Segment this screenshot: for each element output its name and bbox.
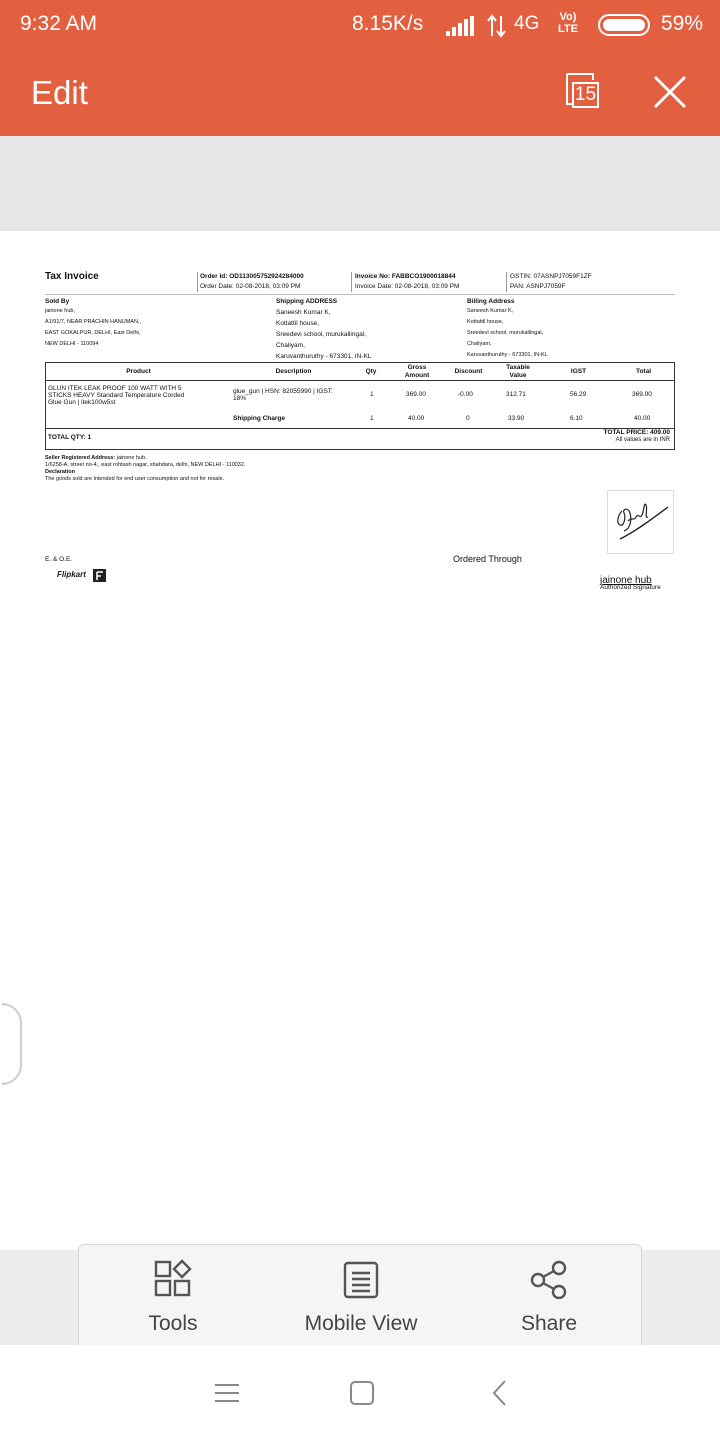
ordered-through: Ordered Through [453,554,522,564]
document-top-margin [0,136,720,231]
item-igst: 56.29 [570,391,587,398]
status-bar [0,0,720,52]
item-description-line: glue_gun | HSN: 82055990 | IGST: [233,388,333,395]
tools-button[interactable] [79,1245,267,1346]
mobile-view-button[interactable] [267,1245,455,1346]
column-header: Description [275,368,312,375]
item-qty: 1 [370,391,374,398]
item-description-line: 18% [233,395,247,402]
column-header: Discount [454,368,483,375]
tools-label: Tools [148,1312,198,1335]
bottom-toolbar [0,1250,720,1345]
item-product-line: Glue Gun | itek100w5st [48,399,116,406]
item-taxable: 312.71 [506,391,526,398]
home-nav-button[interactable] [347,1378,377,1408]
sold-by-line: A1/91/7, NEAR PRACHIN HANUMAN,, [45,319,141,325]
close-icon [652,74,688,110]
signature-image [607,490,674,554]
tools-icon [153,1259,193,1299]
shipping-charge-igst: 6.10 [570,415,583,422]
shipping-line: Sreedevi school, murukallingal, [276,331,366,338]
flipkart-logo-text: Flipkart [57,570,86,579]
sold-by-line: jainone hub, [45,308,75,314]
seller-reg-address-line: 1/6258-A, street no-4,, east rohtash nagar, shahdara, delhi, NEW DELHI - 110032. [45,462,246,468]
invoice-date: Invoice Date: 02-08-2018, 03:09 PM [355,283,460,290]
signature-name: jainone hub [600,575,652,586]
share-label: Share [520,1312,578,1335]
values-note: All values are in INR [615,437,670,443]
pan: PAN: ASNPJ7059F [510,283,566,290]
billing-heading: Billing Address [467,298,515,305]
invoice-title: Tax Invoice [45,271,99,282]
shipping-charge-qty: 1 [370,415,374,422]
status-time: 9:32 AM [20,12,98,35]
item-product-line: STICKS HEAVY Standard Temperature Corded [48,392,185,399]
system-nav-bar [0,1345,720,1440]
column-header: Taxable Value [506,364,530,379]
shipping-line: Karuvanthuruthy - 673301, IN-KL [276,353,372,360]
seller-reg-label: Seller Registered Address: [45,455,116,461]
page-title: Edit [31,74,88,111]
column-header: Total [635,368,652,375]
signal-icon [446,16,476,36]
seller-registered-address [45,455,147,462]
total-price: TOTAL PRICE: 409.00 [603,429,670,436]
seller-reg-name: jainone hub, [116,455,147,461]
network-type: 4G [514,13,540,34]
battery-icon [598,14,654,36]
column-header: IGST [570,368,587,375]
sold-by-heading: Sold By [45,298,70,305]
mobile-view-icon [341,1259,381,1299]
billing-line: Chaliyam, [467,341,492,347]
app-bar [0,52,720,136]
shipping-line: Chaliyam, [276,342,305,349]
eoe: E. & O.E. [45,556,73,563]
shipping-heading: Shipping ADDRESS [276,298,338,305]
status-net-speed: 8.15K/s [352,12,424,35]
menu-icon [212,1378,242,1408]
column-header: Product [126,368,151,375]
billing-line: Saneesh Kumar K, [467,308,514,314]
data-arrows-icon [486,14,508,38]
close-button[interactable] [652,74,688,110]
invoice-number: Invoice No: FABBCO1900018844 [355,273,456,280]
gstin: GSTIN: 07ASNPJ7059F1ZF [510,273,592,280]
billing-line: Sreedevi school, murukallingal, [467,330,544,336]
page-count-button[interactable] [565,72,601,110]
share-icon [529,1259,569,1299]
signature-icon [608,491,673,553]
document-viewer[interactable] [0,231,720,1250]
column-header: Gross Amount [404,364,430,379]
item-total: 369.00 [632,391,652,398]
home-icon [347,1378,377,1408]
sold-by-line: EAST GOKALPUR, DELHI, East Delhi, [45,330,141,336]
flipkart-logo-icon [93,569,106,582]
back-icon [486,1378,516,1408]
invoice-table [45,362,675,450]
page-count-number: 15 [572,82,599,108]
battery-percent: 59% [661,12,704,35]
shipping-charge-discount: 0 [466,415,470,422]
billing-line: Kottattil house, [467,319,504,325]
shipping-charge-total: 40.00 [634,415,651,422]
column-header: Qty [365,368,377,375]
menu-nav-button[interactable] [212,1378,242,1408]
shipping-line: Saneesh Kumar K, [276,309,331,316]
authorized-signature: Authorized Signature [600,584,661,591]
item-product-line: GLUN ITEK LEAK PROOF 100 WATT WITH 5 [48,385,182,392]
invoice-page [0,231,720,631]
declaration-text: The goods sold are intended for end user consumption and not for resale. [45,476,225,482]
shipping-line: Kottattil house, [276,320,319,327]
mobile-view-label: Mobile View [304,1312,418,1335]
shipping-charge-gross: 40.00 [408,415,425,422]
bottom-toolbar-card [78,1244,642,1345]
item-gross: 369.00 [406,391,426,398]
sold-by-line: NEW DELHI - 110094 [45,341,99,347]
order-id: Order Id: OD113005752924284000 [200,273,304,280]
declaration-heading: Declaration [45,469,75,475]
share-button[interactable] [455,1245,643,1346]
order-date: Order Date: 02-08-2018, 03:09 PM [200,283,301,290]
back-nav-button[interactable] [486,1378,516,1408]
shipping-charge-label: Shipping Charge [233,415,285,422]
total-qty: TOTAL QTY: 1 [48,434,92,441]
item-discount: -0.00 [458,391,473,398]
billing-line: Karuvanthuruthy - 673301, IN-KL [467,352,548,358]
shipping-charge-taxable: 33.90 [508,415,525,422]
scroll-handle[interactable] [2,1003,22,1085]
volte-icon: Vo) LTE [558,11,578,35]
